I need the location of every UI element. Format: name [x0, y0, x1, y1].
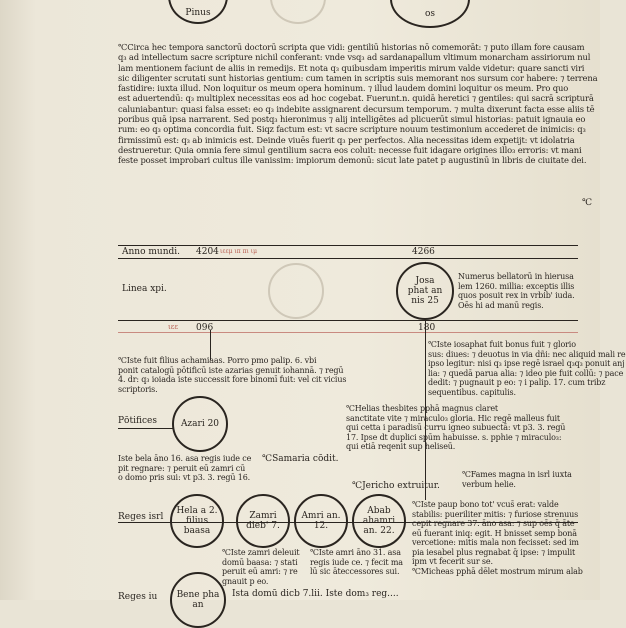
circle-top-right: os: [390, 0, 470, 28]
helias-line: qui cetta i paradisū curru igneo subuectā: vt p3. 3. regū: [346, 423, 566, 432]
end-mark: ℃: [582, 198, 593, 208]
rule-linea: [118, 320, 578, 321]
para1-line: est aduertendū: q₃ multiplex necessitas eos ad hoc cogebat. Fuerunt.n. quidā heretici ⁊ gentiles: qui sacrā scripturā: [118, 93, 594, 104]
amri-line: lū sic āteccessores sui.: [310, 567, 400, 576]
para1-line: sic diligenter scrutati sunt historias gentium: cum tamen in scriptis suis memorant nos sursum cor habere: ⁊ terrena: [118, 72, 598, 83]
helias-line: sanctitate vite ⁊ miraculo₃ gloria. Hic regē malleus fuit: [346, 413, 560, 423]
rule-anno-2: [118, 258, 578, 259]
amri-line: ℃Iste amri āno 31. asa: [310, 548, 401, 557]
zamri-line: ℃Iste zamri deleuit: [222, 548, 300, 557]
para1-line: feste posset improbari cultus ille vanissim: impiorum demonū: sicut late patet p augustinū in libris de ciuitate dei.: [118, 155, 587, 166]
numerus-line: Oēs hi ad manū regis.: [458, 300, 544, 310]
iosaphat-line: sequentibus. capitulis.: [428, 387, 516, 397]
para1-line: caluniabantur: quasi falsa esset: eo q₃ indebite assignarent decursum temporum. ⁊ multa dixerunt facta esse aliis tē: [118, 103, 595, 114]
amri-note: [310, 548, 403, 577]
helias-line: ℃Helias thesbites pphā magnus claret: [346, 404, 498, 413]
josaphat-circle: Josa phat an nis 25: [396, 262, 454, 320]
lower-year: 096: [196, 323, 214, 333]
achab-line: pia iesabel plus regnabat q̄ ipse: ⁊ impulit: [412, 547, 576, 557]
circle-top-faint: [270, 0, 326, 24]
main-paragraph: [118, 42, 597, 166]
bela-line: o domo pris sui: vt p3. 3. regū 16.: [118, 473, 251, 482]
ozias-note: [118, 356, 346, 394]
iosaphat-line: ℃Iste iosaphat fuit bonus fuit ⁊ glorio: [428, 340, 576, 349]
iosaphat-line: lia: ⁊ quedā parua alia: ⁊ ideo pie fuit collū: ⁊ pace: [428, 368, 624, 378]
iericho-note: ℃Jericho extruitur.: [352, 481, 440, 491]
rule-pontifices: [118, 428, 174, 429]
king-circle-amri: Amri an. 12.: [294, 494, 348, 548]
para1-line: fastidire: iuxta illud. Non loquitur os meum opera hominum. ⁊ illud laudem domini loquitur os meum. Pro quo: [118, 83, 569, 94]
amri-line: regis iude ce. ⁊ fecit ma: [310, 557, 403, 567]
ozias-line: ponit catalogū pōtificū iste azarias genuit iohannā. ⁊ regū: [118, 365, 344, 375]
anno-year-2: 4266: [412, 247, 435, 257]
zamri-line: peruit eū amri: ⁊ re: [222, 567, 298, 576]
achab-line: cepit regnare 37. āno asa: ⁊ sup oēs q̄ āte: [412, 519, 575, 528]
zamri-line: domū baasa: ⁊ stati: [222, 557, 298, 567]
para1-line: lam mentionem faciunt de aliis in remedijs. Et nota q₃ quibusdam imperitis mirum valde videtur: quare sancti viri: [118, 62, 585, 73]
achab-line: vercetione: mitis mala non fecisset: sed im: [412, 538, 579, 547]
bela-line: Iste bela āno 16. asa regis iude ce: [118, 454, 252, 463]
para1-line: rum: eo q₃ optima concordia fuit. Siqz factum est: vt sacre scripture nouum testimonium accederet de inimicis: q₃: [118, 124, 586, 135]
faint-circle-middle: [268, 263, 324, 319]
achab-line: ℃Micheas pphā dēlet mostrum mirum alab: [412, 566, 583, 576]
helias-note: [346, 404, 565, 452]
reges-iuda-label: Reges iu: [118, 592, 158, 602]
zamri-note: [222, 548, 299, 586]
pontifices-label: Pōtifices: [118, 416, 157, 426]
rule-linea-red: [118, 332, 578, 333]
numerus-line: quos posuit rex in vrbib' iuda.: [458, 291, 575, 300]
ozias-line: scriptoris.: [118, 384, 158, 394]
fames-note: [462, 470, 572, 489]
circle-top-left: Pinus: [168, 0, 228, 24]
achab-line: ipm vt fecerit sur se.: [412, 557, 493, 566]
lower-year-red: ιεε: [168, 323, 178, 331]
numerus-line: Numerus bellatorū in hierusa: [458, 272, 574, 281]
azari-circle: Azari 20: [172, 396, 228, 452]
zamri-line: gnauit p eo.: [222, 576, 269, 586]
fames-line: verbum helie.: [462, 479, 516, 489]
iosaphat-line: sus: diues: ⁊ deuotus in via dñi: nec aliquid mali re: [428, 349, 626, 359]
rule-anno: [118, 245, 578, 246]
king-circle-hela: Hela a 2. filius baasa: [170, 494, 224, 548]
anno-year-1-red: ιεεμ ιπ πι ιμ: [220, 248, 258, 255]
bottom-circle: Bene pha an: [170, 572, 226, 628]
bela-line: pit regnare: ⁊ peruit eū zamri cū: [118, 463, 246, 473]
reges-israel-label: Reges isrl: [118, 512, 164, 522]
king-circle-abab: Abab ahamri an. 22.: [352, 494, 406, 548]
bela-note: [118, 454, 251, 483]
bottom-line: Ista domū dicb 7.lii. Iste dom₃ reg....: [232, 589, 399, 599]
numerus-note: [458, 272, 575, 310]
fames-line: ℃Fames magna in isrl iuxta: [462, 470, 572, 479]
achab-note: [412, 500, 583, 576]
iosaphat-note: [428, 340, 626, 397]
king-circle-zamri: Zamri dieb' 7.: [236, 494, 290, 548]
anno-year-1: 4204: [196, 247, 219, 257]
iosaphat-line: dedit: ⁊ pugnauit p eo: ⁊ i palip. 17. cum tribz: [428, 378, 606, 387]
numerus-line: lem 1260. millia: exceptis illis: [458, 281, 575, 291]
samaria-note: ℃Samaria cōdit.: [262, 454, 339, 464]
para1-line: poribus quā ipsa narrarent. Sed postq₃ hieronimus ⁊ alij intelligētes ad plicuerūt simul historias: patuit ignauia eo: [118, 114, 586, 125]
ozias-line: 4. dr: q₃ ioiada iste successit fore binomī fuit: vel cit vicius: [118, 375, 347, 384]
achab-line: eū fuerant iniq: egit. H bnisset semp bonā: [412, 528, 577, 538]
helias-line: qui etiā reqenit sup heliseū.: [346, 442, 456, 451]
iosaphat-line: ipso legitur: nisi q₃ ipse regē israel q₃q₃ ponuit anj: [428, 359, 625, 368]
para1-line: destrueretur. Quia omnia fere simul gentilium sacra eos coluit: necesse fuit idagare origines illo₃ erroris: vt mani: [118, 144, 582, 155]
para1-line: firmissimū est: q₃ ab inimicis est. Deinde viuēs fuerit q₃ per perfectos. Alia necessitas idem expetijt: vt idolatria: [118, 134, 575, 145]
achab-line: stabilis: pueriliter mitis: ⁊ furiose strenuus: [412, 509, 579, 519]
achab-line: ℃Iste paup bono tot' vcus̄ erat: valde: [412, 500, 559, 509]
anno-mundi-label: Anno mundi.: [122, 247, 180, 257]
para1-line: q₃ ad intellectum sacre scripture nichil conferant: vnde vsq₃ ad sardanapallum vltimum monarcham assiriorum nul: [118, 52, 591, 63]
lower-year-2: 180: [418, 323, 436, 333]
linea-christi-label: Linea xpi.: [122, 284, 167, 294]
ozias-line: ℃Iste fuit filius achamiaas. Porro pmo palip. 6. vbi: [118, 356, 317, 365]
para1-line: ℃Circa hec tempora sanctorū doctorū scripta que vidi: gentiliū historias nō comemorāt: ⁊ puto illam fore causam: [118, 42, 585, 52]
helias-line: 17. Ipse dt duplici spūm habuisse. s. pphie ⁊ miraculo₃:: [346, 432, 562, 442]
